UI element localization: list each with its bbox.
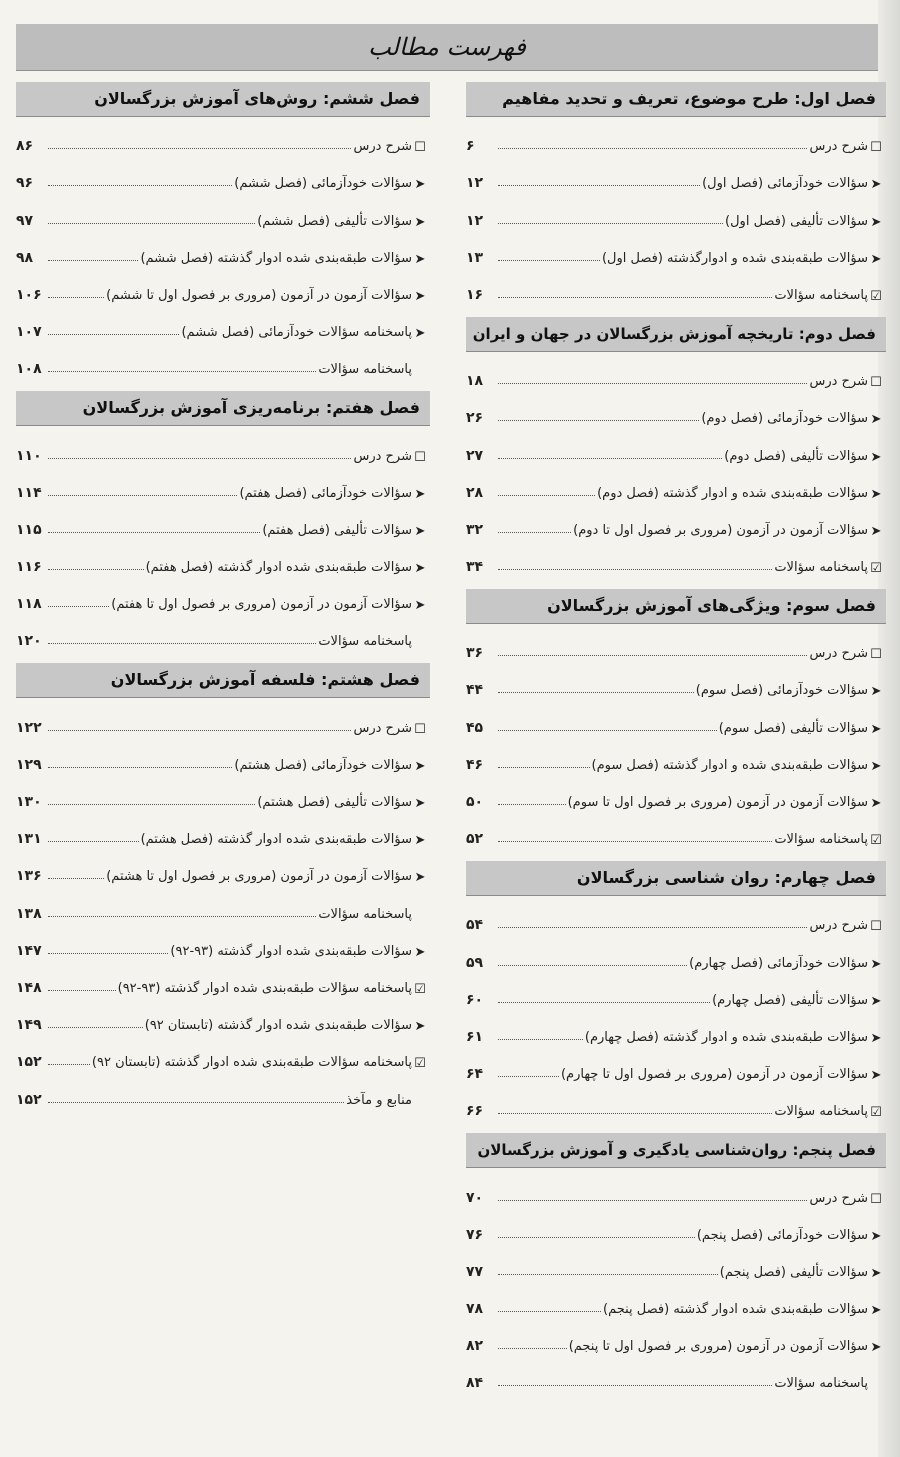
arrow-bullet-icon: ➤	[870, 796, 882, 811]
arrow-bullet-icon: ➤	[870, 412, 882, 428]
dot-leader	[48, 260, 138, 261]
chapter-heading: فصل دوم: تاریخچه آموزش بزرگسالان در جهان و ایران	[466, 317, 886, 352]
entry-label: سؤالات آزمون در آزمون (مروری بر فصول اول تا چهارم)	[560, 1067, 868, 1083]
page-number: ۲۷	[466, 447, 484, 464]
page-number: ۴۶	[466, 756, 484, 773]
page-number: ۱۰۷	[16, 324, 42, 341]
page-number: ۹۶	[16, 175, 34, 192]
toc-entry[interactable]	[16, 996, 430, 1033]
entry-label: پاسخنامه سؤالات طبقه‌بندی شده ادوار گذشته (۹۳-۹۲)	[117, 980, 412, 996]
entry-label: سؤالات خودآزمائی (فصل پنجم)	[696, 1227, 868, 1243]
toc-entry[interactable]	[466, 352, 886, 389]
toc-entry[interactable]	[466, 1168, 886, 1205]
entry-label: سؤالات تألیفی (فصل دوم)	[724, 448, 868, 464]
toc-entry[interactable]	[16, 773, 430, 810]
toc-entry[interactable]	[466, 191, 886, 228]
entry-label: پاسخنامه سؤالات طبقه‌بندی شده ادوار گذشته (تابستان ۹۲)	[91, 1055, 412, 1071]
entry-label: سؤالات طبقه‌بندی شده ادوار گذشته (فصل پنجم)	[603, 1302, 868, 1318]
dot-leader	[48, 804, 255, 805]
page-number: ۱۵۲	[16, 1054, 42, 1071]
toc-entry[interactable]	[16, 1070, 430, 1107]
arrow-bullet-icon: ➤	[414, 944, 426, 960]
entry-label: شرح درس	[809, 918, 868, 934]
entry-label: سؤالات تألیفی (فصل پنجم)	[719, 1264, 868, 1280]
dot-leader	[498, 383, 807, 384]
page-number: ۶۶	[466, 1103, 484, 1120]
chapter-gap	[16, 649, 430, 663]
dot-leader	[498, 1200, 807, 1201]
dot-leader	[498, 1039, 583, 1040]
entry-label: سؤالات خودآزمائی (فصل هفتم)	[239, 485, 412, 501]
toc-entry[interactable]	[466, 426, 886, 463]
entry-label: سؤالات تألیفی (فصل چهارم)	[712, 992, 868, 1008]
arrow-bullet-icon: ➤	[414, 288, 426, 304]
chapter-heading: فصل سوم: ویژگی‌های آموزش بزرگسالان	[466, 589, 886, 624]
page-number: ۹۸	[16, 249, 34, 266]
chapter-heading: فصل ششم: روش‌های آموزش بزرگسالان	[16, 82, 430, 117]
arrow-bullet-icon: ➤	[870, 993, 882, 1009]
arrow-bullet-icon: ➤	[870, 758, 882, 774]
arrow-bullet-icon: ➤	[870, 1068, 882, 1084]
entry-label: سؤالات خودآزمائی (فصل سوم)	[695, 683, 868, 699]
checkbox-square-icon: ☐	[870, 919, 882, 935]
page-number: ۱۳۶	[16, 868, 42, 885]
checked-box-icon: ☑	[870, 561, 882, 577]
arrow-bullet-icon: ➤	[414, 177, 426, 193]
entry-label: شرح درس	[809, 139, 868, 155]
toc-entry[interactable]	[16, 501, 430, 538]
page-number: ۱۵۲	[16, 1091, 42, 1108]
page-number: ۱۱۴	[16, 484, 42, 501]
page-number: ۷۶	[466, 1226, 484, 1243]
toc-entry[interactable]	[466, 624, 886, 661]
page-number: ۱۲۲	[16, 719, 42, 736]
arrow-bullet-icon: ➤	[414, 486, 426, 502]
page-number: ۸۴	[466, 1375, 484, 1392]
toc-entry[interactable]	[466, 698, 886, 735]
arrow-bullet-icon: ➤	[414, 326, 426, 342]
dot-leader	[498, 532, 571, 533]
arrow-bullet-icon: ➤	[414, 758, 426, 774]
page-number: ۵۲	[466, 831, 484, 848]
entry-label: پاسخنامه سؤالات	[774, 832, 868, 848]
page-number: ۱۲۹	[16, 756, 42, 773]
chapter-gap	[466, 1119, 886, 1133]
chapter-section	[16, 391, 430, 649]
page-number: ۳۲	[466, 521, 484, 538]
dot-leader	[48, 458, 351, 459]
toc-entry[interactable]	[16, 1033, 430, 1070]
page-number: ۱۴۸	[16, 979, 42, 996]
arrow-bullet-icon: ➤	[414, 523, 426, 539]
entry-label: سؤالات طبقه‌بندی شده و ادوار گذشته (فصل چهارم)	[584, 1029, 868, 1045]
checked-box-icon: ☑	[870, 1105, 882, 1121]
entry-label: سؤالات آزمون در آزمون (مروری بر فصول اول تا ششم)	[106, 287, 412, 303]
arrow-bullet-icon: ➤	[870, 721, 882, 737]
dot-leader	[498, 1348, 567, 1349]
chapter-gap	[466, 303, 886, 317]
page-number: ۸۶	[16, 138, 34, 155]
toc-entry[interactable]	[16, 303, 430, 340]
toc-entry[interactable]	[16, 884, 430, 921]
entry-label: شرح درس	[353, 139, 412, 155]
page-number: ۱۸	[466, 373, 484, 390]
dot-leader	[48, 1027, 143, 1028]
arrow-bullet-icon: ➤	[870, 251, 882, 267]
page-number: ۴۴	[466, 682, 484, 699]
page-number: ۱۴۹	[16, 1017, 42, 1034]
chapter-gap	[466, 847, 886, 861]
checkbox-square-icon: ☐	[870, 375, 882, 391]
entry-label: پاسخنامه سؤالات خودآزمائی (فصل ششم)	[181, 325, 412, 341]
arrow-bullet-icon: ➤	[870, 486, 882, 502]
checkbox-square-icon: ☐	[870, 140, 882, 156]
arrow-bullet-icon: ➤	[870, 1303, 882, 1319]
dot-leader	[48, 606, 109, 607]
dot-leader	[498, 767, 590, 768]
chapter-section	[466, 1133, 886, 1391]
page-number: ۱۲	[466, 212, 484, 229]
page-number: ۴۵	[466, 719, 484, 736]
arrow-bullet-icon: ➤	[870, 177, 882, 193]
page-number: ۱۳	[466, 249, 484, 266]
right-column	[466, 82, 886, 1391]
checkbox-square-icon: ☐	[414, 449, 426, 465]
entry-label: شرح درس	[353, 720, 412, 736]
dot-leader	[48, 841, 139, 842]
page-number: ۱۳۰	[16, 794, 42, 810]
arrow-bullet-icon: ➤	[870, 523, 882, 539]
entry-label: شرح درس	[809, 374, 868, 390]
checkbox-square-icon: ☐	[414, 140, 426, 156]
page-number: ۱۰۶	[16, 286, 42, 303]
page-number: ۳۶	[466, 645, 484, 662]
dot-leader	[498, 495, 595, 496]
page-number: ۱۱۶	[16, 559, 42, 576]
toc-entry[interactable]	[16, 117, 430, 154]
entry-label: سؤالات طبقه‌بندی شده ادوار گذشته (فصل هفتم)	[145, 560, 412, 576]
page-number: ۸۲	[466, 1338, 484, 1355]
dot-leader	[48, 990, 116, 991]
entry-label: سؤالات طبقه‌بندی شده ادوار گذشته (فصل هشتم)	[140, 832, 412, 848]
toc-entry[interactable]	[466, 1082, 886, 1119]
chapter-section	[16, 82, 430, 377]
toc-entry[interactable]	[466, 896, 886, 933]
entry-label: شرح درس	[353, 448, 412, 464]
toc-entry[interactable]	[466, 1206, 886, 1243]
page-number: ۲۸	[466, 484, 484, 501]
page-number: ۱۳۸	[16, 905, 42, 922]
dot-leader	[498, 730, 717, 731]
arrow-bullet-icon: ➤	[414, 870, 426, 886]
chapter-gap	[466, 575, 886, 589]
toc-entry[interactable]	[466, 464, 886, 501]
chapter-heading: فصل پنجم: روان‌شناسی یادگیری و آموزش بزرگسالان	[466, 1133, 886, 1168]
page-number: ۱۲	[466, 175, 484, 192]
dot-leader	[498, 1076, 559, 1077]
entry-label: پاسخنامه سؤالات	[318, 906, 412, 922]
dot-leader	[48, 532, 260, 533]
checked-box-icon: ☑	[414, 1056, 426, 1072]
entry-label: سؤالات آزمون در آزمون (مروری بر فصول اول تا پنجم)	[568, 1339, 868, 1355]
arrow-bullet-icon: ➤	[414, 561, 426, 577]
toc-entry[interactable]	[466, 154, 886, 191]
dot-leader	[498, 260, 600, 261]
arrow-bullet-icon: ➤	[414, 796, 426, 811]
page-number: ۱۱۵	[16, 521, 42, 538]
dot-leader	[498, 841, 772, 842]
entry-label: سؤالات آزمون در آزمون (مروری بر فصول اول تا دوم)	[573, 522, 868, 538]
entry-label: پاسخنامه سؤالات	[774, 560, 868, 576]
page-number: ۱۶	[466, 286, 484, 303]
toc-entry[interactable]	[16, 810, 430, 847]
dot-leader	[498, 1385, 772, 1386]
toc-entry[interactable]	[16, 847, 430, 884]
page-number: ۵۹	[466, 954, 484, 971]
dot-leader	[48, 223, 255, 224]
toc-entry[interactable]	[466, 1280, 886, 1317]
checkbox-square-icon: ☐	[870, 647, 882, 663]
toc-entry[interactable]	[16, 340, 430, 377]
dot-leader	[48, 334, 179, 335]
toc-entry[interactable]	[466, 810, 886, 847]
dot-leader	[498, 569, 772, 570]
page-number: ۳۴	[466, 559, 484, 576]
page-number: ۶	[466, 138, 475, 155]
toc-entry[interactable]	[16, 959, 430, 996]
toc-entry[interactable]	[466, 661, 886, 698]
entry-label: پاسخنامه سؤالات	[318, 634, 412, 650]
dot-leader	[48, 1102, 344, 1103]
toc-entry[interactable]	[466, 1045, 886, 1082]
dot-leader	[498, 297, 772, 298]
entry-label: سؤالات تألیفی (فصل ششم)	[257, 213, 412, 229]
entry-label: سؤالات طبقه‌بندی شده ادوار گذشته (فصل ششم)	[140, 250, 412, 266]
arrow-bullet-icon: ➤	[870, 1030, 882, 1046]
chapter-heading: فصل هشتم: فلسفه آموزش بزرگسالان	[16, 663, 430, 698]
toc-entry[interactable]	[16, 229, 430, 266]
page-number: ۶۴	[466, 1066, 484, 1083]
toc-entry[interactable]	[16, 426, 430, 463]
dot-leader	[498, 692, 694, 693]
toc-title-bar	[16, 24, 878, 71]
toc-entry[interactable]	[466, 1243, 886, 1280]
entry-label: سؤالات خودآزمائی (فصل هشتم)	[234, 757, 412, 773]
dot-leader	[498, 1274, 718, 1275]
chapter-section	[466, 861, 886, 1119]
dot-leader	[48, 495, 237, 496]
chapter-heading: فصل چهارم: روان شناسی بزرگسالان	[466, 861, 886, 896]
toc-entry[interactable]	[466, 501, 886, 538]
toc-entry[interactable]	[16, 464, 430, 501]
toc-entry[interactable]	[466, 933, 886, 970]
arrow-bullet-icon: ➤	[870, 1265, 882, 1281]
arrow-bullet-icon: ➤	[414, 251, 426, 267]
toc-entry[interactable]	[466, 117, 886, 154]
arrow-bullet-icon: ➤	[870, 449, 882, 465]
chapter-heading: فصل اول: طرح موضوع، تعریف و تحدید مفاهیم	[466, 82, 886, 117]
dot-leader	[48, 767, 232, 768]
dot-leader	[48, 730, 351, 731]
dot-leader	[498, 655, 807, 656]
entry-label: سؤالات طبقه‌بندی شده و ادوارگذشته (فصل اول)	[601, 250, 868, 266]
entry-label: شرح درس	[809, 1190, 868, 1206]
page-number: ۲۶	[466, 410, 484, 427]
page-number: ۷۰	[466, 1189, 484, 1206]
entry-label: منابع و مآخذ	[346, 1092, 412, 1108]
entry-label: سؤالات تألیفی (فصل هشتم)	[257, 795, 412, 810]
entry-label: سؤالات خودآزمائی (فصل چهارم)	[689, 955, 868, 971]
arrow-bullet-icon: ➤	[870, 684, 882, 700]
entry-label: سؤالات خودآزمائی (فصل ششم)	[234, 176, 412, 192]
page-number: ۵۰	[466, 794, 484, 810]
chapter-gap	[16, 377, 430, 391]
dot-leader	[498, 1002, 710, 1003]
chapter-section	[16, 663, 430, 1107]
toc-entry[interactable]	[16, 575, 430, 612]
toc-entry[interactable]	[16, 698, 430, 735]
dot-leader	[498, 965, 687, 966]
toc-entry[interactable]	[466, 229, 886, 266]
dot-leader	[48, 953, 168, 954]
checkbox-square-icon: ☐	[414, 721, 426, 737]
page-number: ۱۳۱	[16, 831, 42, 848]
dot-leader	[498, 804, 566, 805]
page-number: ۶۰	[466, 991, 484, 1008]
page-number: ۷۸	[466, 1301, 484, 1318]
dot-leader	[498, 927, 807, 928]
page-number: ۱۲۰	[16, 633, 42, 650]
toc-entry[interactable]	[466, 736, 886, 773]
toc-entry[interactable]	[16, 612, 430, 649]
entry-label: سؤالات طبقه‌بندی شده ادوار گذشته (۹۳-۹۲)	[170, 943, 412, 959]
toc-entry[interactable]	[16, 538, 430, 575]
toc-entry[interactable]	[16, 266, 430, 303]
toc-entry[interactable]	[466, 1354, 886, 1391]
toc-entry[interactable]	[16, 922, 430, 959]
toc-entry[interactable]	[466, 266, 886, 303]
dot-leader	[48, 878, 104, 879]
arrow-bullet-icon: ➤	[870, 214, 882, 230]
checkbox-square-icon: ☐	[870, 1191, 882, 1207]
page-number: ۱۱۸	[16, 596, 42, 613]
entry-label: شرح درس	[809, 646, 868, 662]
page-number: ۱۴۷	[16, 942, 42, 959]
page-number: ۹۷	[16, 212, 34, 229]
entry-label: سؤالات خودآزمائی (فصل دوم)	[701, 411, 868, 427]
dot-leader	[498, 148, 807, 149]
left-column	[16, 82, 430, 1108]
arrow-bullet-icon: ➤	[870, 1228, 882, 1244]
chapter-section	[466, 82, 886, 303]
toc-entry[interactable]	[466, 389, 886, 426]
entry-label: پاسخنامه سؤالات	[318, 362, 412, 378]
entry-label: سؤالات طبقه‌بندی شده ادوار گذشته (تابستان ۹۲)	[144, 1018, 412, 1034]
toc-entry[interactable]	[16, 154, 430, 191]
toc-entry[interactable]	[466, 1008, 886, 1045]
chapter-section	[466, 317, 886, 575]
dot-leader	[498, 1113, 772, 1114]
dot-leader	[498, 458, 722, 459]
toc-entry[interactable]	[466, 971, 886, 1008]
arrow-bullet-icon: ➤	[414, 214, 426, 230]
entry-label: سؤالات تألیفی (فصل هفتم)	[262, 522, 412, 538]
page-number: ۱۱۰	[16, 447, 42, 464]
arrow-bullet-icon: ➤	[870, 1340, 882, 1356]
arrow-bullet-icon: ➤	[414, 598, 426, 614]
entry-label: پاسخنامه سؤالات	[774, 287, 868, 303]
dot-leader	[48, 185, 232, 186]
dot-leader	[48, 643, 316, 644]
page-number: ۱۰۸	[16, 361, 42, 378]
checked-box-icon: ☑	[414, 981, 426, 997]
page-number: ۵۴	[466, 917, 484, 934]
page-number: ۶۱	[466, 1028, 484, 1045]
entry-label: سؤالات آزمون در آزمون (مروری بر فصول اول تا هشتم)	[106, 869, 412, 885]
dot-leader	[48, 569, 144, 570]
toc-entry[interactable]	[466, 773, 886, 810]
entry-label: سؤالات آزمون در آزمون (مروری بر فصول اول تا هفتم)	[111, 597, 412, 613]
dot-leader	[498, 223, 723, 224]
dot-leader	[48, 371, 316, 372]
dot-leader	[498, 420, 699, 421]
dot-leader	[48, 1064, 90, 1065]
entry-label: سؤالات طبقه‌بندی شده و ادوار گذشته (فصل سوم)	[591, 757, 868, 773]
toc-entry[interactable]	[466, 538, 886, 575]
chapter-heading: فصل هفتم: برنامه‌ریزی آموزش بزرگسالان	[16, 391, 430, 426]
toc-entry[interactable]	[16, 191, 430, 228]
arrow-bullet-icon: ➤	[870, 956, 882, 972]
entry-label: سؤالات طبقه‌بندی شده و ادوار گذشته (فصل دوم)	[597, 485, 868, 501]
toc-entry[interactable]	[16, 736, 430, 773]
arrow-bullet-icon: ➤	[414, 1019, 426, 1035]
page-title: فهرست مطالب	[368, 33, 526, 61]
checked-box-icon: ☑	[870, 288, 882, 304]
entry-label: سؤالات خودآزمائی (فصل اول)	[702, 176, 868, 192]
dot-leader	[498, 1237, 695, 1238]
entry-label: سؤالات آزمون در آزمون (مروری بر فصول اول تا سوم)	[567, 795, 868, 810]
page-number: ۷۷	[466, 1263, 484, 1280]
entry-label: سؤالات تألیفی (فصل سوم)	[718, 720, 868, 736]
arrow-bullet-icon: ➤	[414, 833, 426, 849]
dot-leader	[48, 297, 104, 298]
dot-leader	[48, 148, 351, 149]
entry-label: پاسخنامه سؤالات	[774, 1104, 868, 1120]
toc-entry[interactable]	[466, 1317, 886, 1354]
chapter-section	[466, 589, 886, 847]
entry-label: پاسخنامه سؤالات	[774, 1376, 868, 1392]
entry-label: سؤالات تألیفی (فصل اول)	[725, 213, 868, 229]
dot-leader	[498, 1311, 601, 1312]
dot-leader	[48, 916, 316, 917]
dot-leader	[498, 185, 700, 186]
checked-box-icon: ☑	[870, 833, 882, 849]
